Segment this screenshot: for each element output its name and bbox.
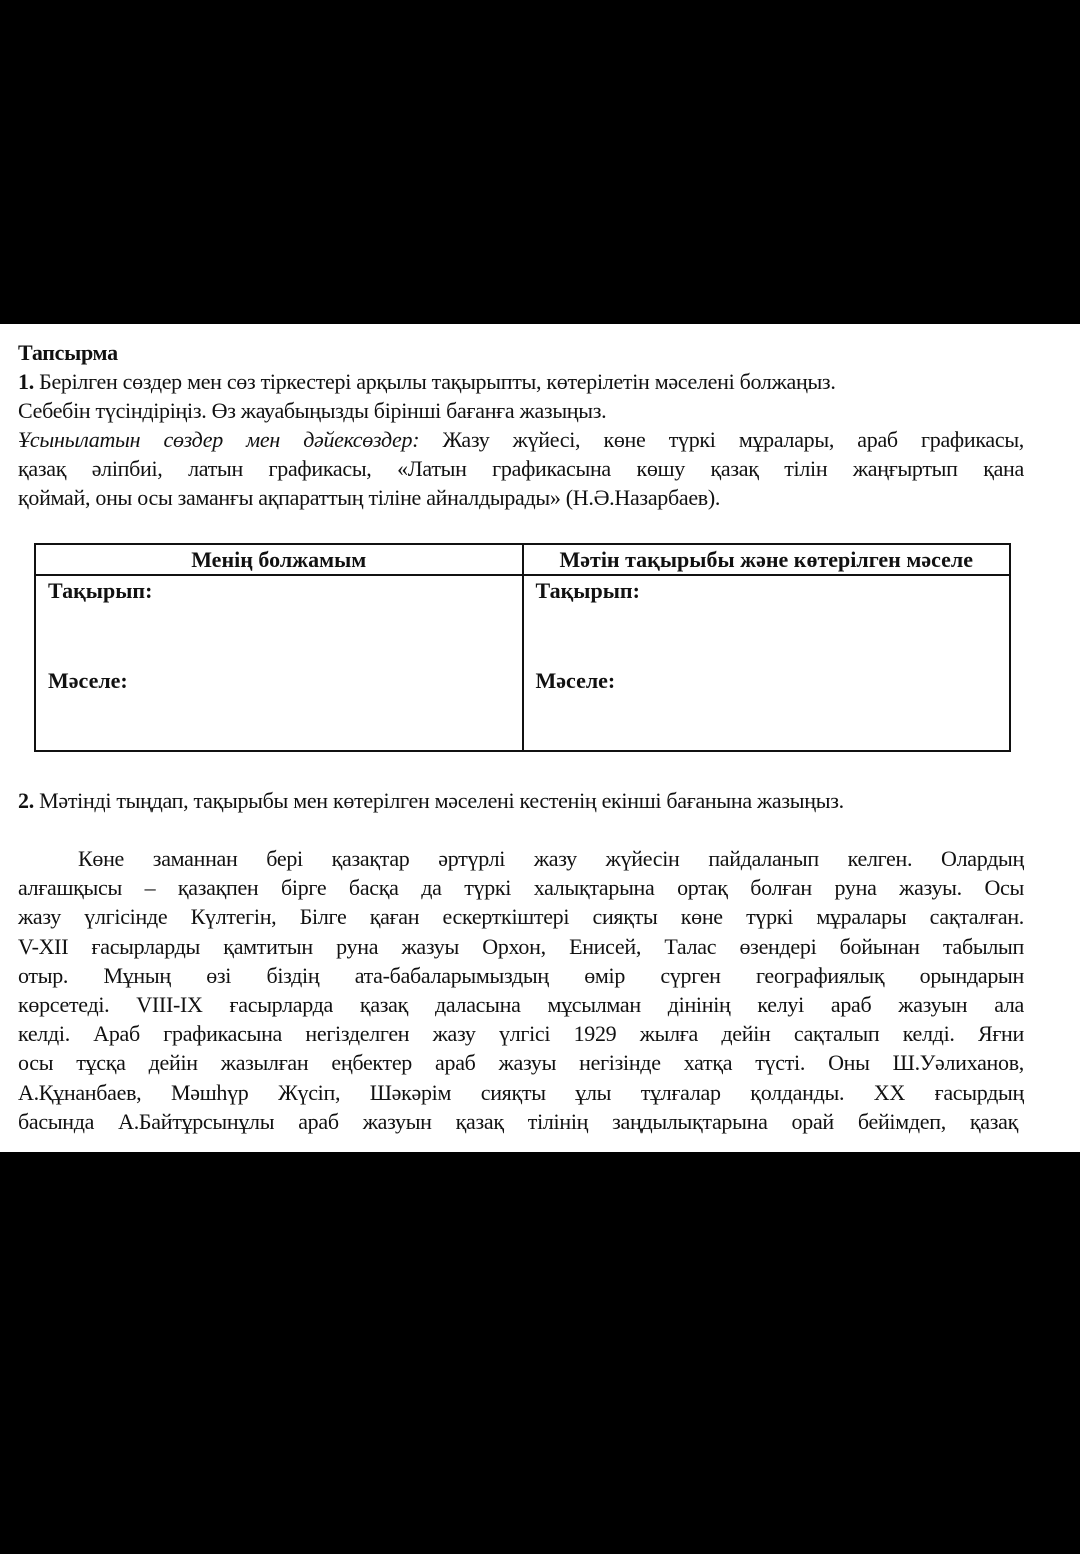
hint-line2: қазақ әліпбиі, латын графикасы, «Латын графикасына көшу қазақ тілін жаңғыртып қана	[18, 456, 1024, 481]
cell-my-prediction[interactable]	[35, 575, 523, 751]
header-text-topic: Мәтін тақырыбы және көтерілген мәселе	[523, 544, 1011, 575]
passage-line: Көне заманнан бері қазақтар әртүрлі жазу жүйесін пайдаланып келген. Олардың	[78, 846, 1024, 871]
header-my-prediction: Менің болжамым	[35, 544, 523, 575]
passage-line: отыр. Мұның өзі біздің ата-бабаларымыздың өмір сүрген географиялық орындарын	[18, 962, 1024, 988]
task2-text: Мәтінді тыңдап, тақырыбы мен көтерілген мәселені кестенің екінші бағанына жазыңыз.	[39, 788, 844, 813]
task1-line1	[18, 367, 1008, 396]
passage-line: осы тұсқа дейін жазылған еңбектер араб жазуы негізінде хатқа түсті. Оны Ш.Уәлиханов,	[18, 1050, 1024, 1076]
task2-number: 2.	[18, 788, 34, 813]
cell-text-topic[interactable]	[523, 575, 1011, 751]
task1-text: Берілген сөздер мен сөз тіркестері арқылы тақырыпты, көтерілетін мәселені болжаңыз.	[39, 369, 836, 394]
topic-label: Тақырып:	[535, 578, 640, 603]
problem-label: Мәселе:	[535, 668, 616, 693]
document-page	[0, 324, 1080, 1152]
hint-label: Ұсынылатын сөздер мен дәйексөздер:	[18, 427, 420, 452]
hint-line3: қоймай, оны осы заманғы ақпараттың тіліне айналдырады» (Н.Ә.Назарбаев).	[18, 485, 721, 510]
passage-line: А.Құнанбаев, Мәшһүр Жүсіп, Шәкәрім сияқты ұлы тұлғалар қолданды. XX ғасырдың	[18, 1079, 1024, 1105]
hint-text1: Жазу жүйесі, көне түркі мұралары, араб графикасы,	[442, 427, 1025, 452]
passage-line: келді. Араб графикасына негізделген жазу үлгісі 1929 жылға дейін сақталып келді. Яғни	[18, 1021, 1024, 1047]
topic-label: Тақырып:	[48, 578, 153, 603]
task1-line2: Себебін түсіндіріңіз. Өз жауабыңызды бірінші бағанға жазыңыз.	[18, 398, 607, 423]
passage-line: V-XII ғасырларды қамтитын руна жазуы Орхон, Енисей, Талас өзендері бойынан табылып	[18, 933, 1024, 959]
passage-line: жазу үлгісінде Күлтегін, Білге қаған ескерткіштері сияқты көне түркі мұралары сақталған.	[18, 904, 1024, 930]
passage-line: алғашқысы – қазақпен бірге басқа да түркі халықтарына ортақ болған руна жазуы. Осы	[18, 875, 1024, 901]
task2-line	[18, 786, 1024, 815]
passage-line: басында А.Байтұрсынұлы араб жазуын қазақ тілінің заңдылықтарына орай бейімдеп, қазақ	[18, 1108, 1018, 1134]
problem-label: Мәселе:	[48, 668, 128, 693]
task1-number: 1.	[18, 369, 34, 394]
answer-table	[34, 543, 1011, 752]
hint-line1	[18, 425, 1024, 454]
task-title: Тапсырма	[18, 340, 118, 365]
passage-line: көрсетеді. VIII-IX ғасырларда қазақ даласына мұсылман дінінің келуі араб жазуын ала	[18, 992, 1024, 1017]
